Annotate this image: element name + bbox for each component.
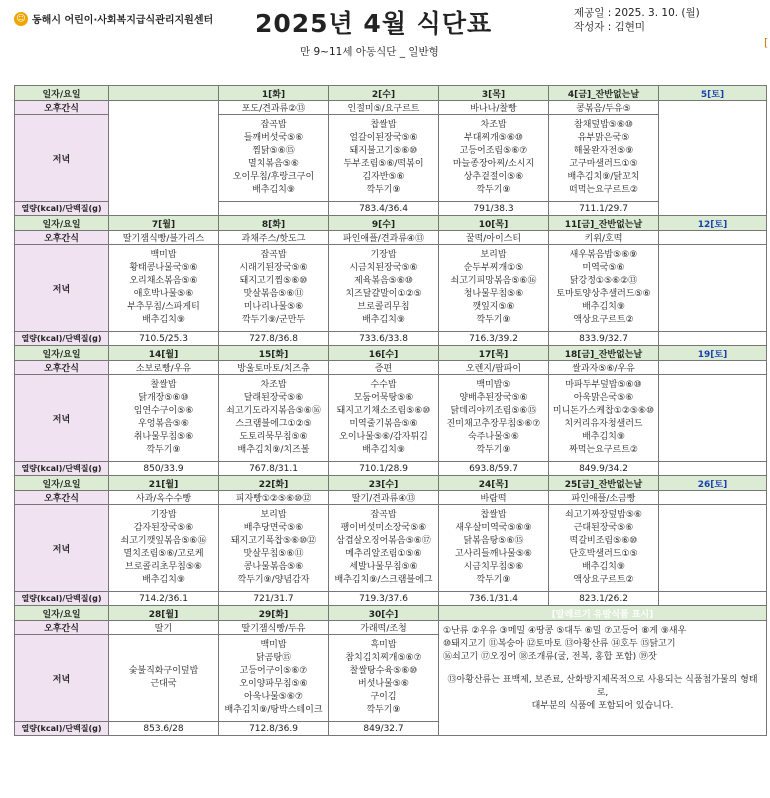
allergy-legend xyxy=(439,621,767,736)
dinner-item: 배추김치⑨/탕박스테이크 xyxy=(224,705,323,715)
day-header: 16[수] xyxy=(329,346,439,361)
snack-label: 오후간식 xyxy=(15,231,109,245)
dinner-item: 토마토양상추샐러드⑤⑥ xyxy=(556,289,651,299)
dinner-item: 배추김치⑨ xyxy=(362,445,405,455)
dinner-item: 찰쌀탕수육⑤⑥⑩ xyxy=(349,666,418,676)
kcal-cell: 767.8/31.1 xyxy=(219,462,329,476)
snack-label: 오후간식 xyxy=(15,101,109,115)
dinner-item: 오이양파무침⑤⑥ xyxy=(239,679,308,689)
date-row xyxy=(15,346,767,361)
dinner-item: 임연수구이⑤⑥ xyxy=(133,406,194,416)
dinner-item: 배추김치⑨ xyxy=(362,315,405,325)
dinner-item: 고등어구이⑤⑥⑦ xyxy=(239,666,308,676)
snack-cell: 과채주스/핫도그 xyxy=(219,231,329,245)
allergy-line2: ⑩돼지고기 ⑪복숭아 ⑫토마토 ⑬아황산류 ⑭호두 ⑮닭고기 xyxy=(443,639,676,649)
allergy-line5: 대부분의 식품에 포함되어 있습니다. xyxy=(531,701,674,711)
dinner-cell xyxy=(329,505,439,592)
dinner-item: 콩나물볶음⑤⑥ xyxy=(243,562,304,572)
kcal-label: 열량(kcal)/단백질(g) xyxy=(15,722,109,736)
dinner-item: 양배추된장국⑤⑥ xyxy=(459,393,528,403)
day-header: 4[금]_잔반없는날 xyxy=(549,86,659,101)
kcal-row xyxy=(15,592,767,606)
dinner-item: 찹쌀밥 xyxy=(370,120,397,130)
dinner-item: 배추김치⑨ xyxy=(252,185,295,195)
dinner-cell xyxy=(109,375,219,462)
dinner-item: 깻잎지⑤⑥ xyxy=(472,302,515,312)
dinner-item: 황태콩나물국⑤⑥ xyxy=(129,263,198,273)
kcal-cell: 710.1/28.9 xyxy=(329,462,439,476)
dinner-item: 감자된장국⑤⑥ xyxy=(133,523,194,533)
dinner-item: 순두부찌개①⑤ xyxy=(463,263,524,273)
dinner-item: 돼지불고기⑤⑥⑩ xyxy=(349,146,418,156)
dinner-item: 도토리묵무침⑤⑥ xyxy=(239,432,308,442)
dinner-item: 오이무침/후랑크구이 xyxy=(232,172,315,182)
dinner-item: 부대찌개⑤⑥⑩ xyxy=(464,133,523,143)
date-label: 일자/요일 xyxy=(15,216,109,231)
dinner-item: 마파두부덮밥⑤⑥⑩ xyxy=(565,380,642,390)
day-header xyxy=(109,86,219,101)
dinner-item: 들깨버섯국⑤⑥ xyxy=(243,133,304,143)
snack-row xyxy=(15,361,767,375)
dinner-item: 배추김치⑨ xyxy=(582,562,625,572)
dinner-item: 미역국⑤⑥ xyxy=(582,263,625,273)
snack-cell: 딸기/견과류④⑬ xyxy=(329,491,439,505)
dinner-item: 백미밥 xyxy=(150,250,177,260)
snack-cell: 증편 xyxy=(329,361,439,375)
kcal-cell: 714.2/36.1 xyxy=(109,592,219,606)
dinner-item: 시금치된장국⑤⑥ xyxy=(349,263,418,273)
dinner-cell xyxy=(659,245,767,332)
snack-cell: 소보로빵/우유 xyxy=(109,361,219,375)
kcal-cell: 849/32.7 xyxy=(329,722,439,736)
kcal-cell xyxy=(219,202,329,216)
dinner-item: 쇠고기깻잎볶음⑤⑥⑯ xyxy=(120,536,207,546)
dinner-item: 진미채고추장무침⑤⑥⑦ xyxy=(446,419,541,429)
day-header: 1[화] xyxy=(219,86,329,101)
dinner-item: 유부맑은국⑤ xyxy=(577,133,630,143)
dinner-item: 깍두기⑨/군만두 xyxy=(241,315,306,325)
dinner-item: 백미밥 xyxy=(260,640,287,650)
date-label: 일자/요일 xyxy=(15,86,109,101)
smile-face-icon: ☺ xyxy=(14,12,28,26)
dinner-item: 백미밥⑤ xyxy=(476,380,511,390)
day-header: 17[목] xyxy=(439,346,549,361)
dinner-item: 브로콜리초무침⑤⑥ xyxy=(125,562,202,572)
day-header: 23[수] xyxy=(329,476,439,491)
dinner-item: 기장밥 xyxy=(150,510,177,520)
dinner-item: 두부조림⑤⑥/떡볶이 xyxy=(343,159,424,169)
dinner-label: 저녁 xyxy=(15,245,109,332)
day-header: 18[금]_잔반없는날 xyxy=(549,346,659,361)
dinner-item: 맛살볶음⑤⑥⑪ xyxy=(243,289,304,299)
snack-cell: 인절미⑤/요구르트 xyxy=(329,101,439,115)
dinner-item: 청나물무침⑤⑥ xyxy=(463,289,524,299)
snack-label: 오후간식 xyxy=(15,491,109,505)
snack-cell: 키위/호떡 xyxy=(549,231,659,245)
dinner-item: 보리밥 xyxy=(480,250,507,260)
dinner-item: 쇠고기짜장덮밥⑤⑥ xyxy=(565,510,642,520)
dinner-item: 아욱맑은국⑤⑥ xyxy=(573,393,634,403)
dinner-item: 액상요구르트② xyxy=(573,315,634,325)
day-header: 2[수] xyxy=(329,86,439,101)
date-label: 일자/요일 xyxy=(15,346,109,361)
kcal-cell xyxy=(659,592,767,606)
allergy-line3: ⑯쇠고기 ⑰오징어 ⑱조개류(굴, 전복, 홍합 포함) ⑲잣 xyxy=(443,652,657,662)
dinner-item: 모둠어묵탕⑤⑥ xyxy=(353,393,414,403)
org-name: 동해시 어린이·사회복지급식관리지원센터 xyxy=(32,15,214,26)
dinner-cell xyxy=(219,115,329,202)
dinner-item: 오리채소볶음⑤⑥ xyxy=(129,276,198,286)
dinner-item: 시래기된장국⑤⑥ xyxy=(239,263,308,273)
kcal-cell: 850/33.9 xyxy=(109,462,219,476)
kcal-row xyxy=(15,462,767,476)
snack-cell: 딸기잼식빵/블가리스 xyxy=(109,231,219,245)
dinner-item: 삼겹살오징어볶음⑤⑥⑰ xyxy=(336,536,431,546)
dinner-item: 단호박샐러드①⑤ xyxy=(569,549,638,559)
menu-table xyxy=(14,85,767,736)
kcal-cell: 791/38.3 xyxy=(439,202,549,216)
allergy-title: [알레르기 유발식품 표시] xyxy=(439,606,767,621)
dinner-cell xyxy=(329,635,439,722)
day-header: 25[금]_잔반없는날 xyxy=(549,476,659,491)
day-header: 15[화] xyxy=(219,346,329,361)
dinner-item: 깍두기⑨ xyxy=(476,185,511,195)
dinner-item: 마늘종장아찌/소시지 xyxy=(452,159,535,169)
dinner-row xyxy=(15,245,767,332)
dinner-item: 아욱나물⑤⑥⑦ xyxy=(244,692,303,702)
dinner-cell xyxy=(439,245,549,332)
snack-row xyxy=(15,231,767,245)
kcal-cell: 727.8/36.8 xyxy=(219,332,329,346)
org-logo xyxy=(14,11,213,26)
dinner-item: 제육볶음⑤⑥⑩ xyxy=(354,276,413,286)
kcal-cell: 711.1/29.7 xyxy=(549,202,659,216)
kcal-cell xyxy=(659,462,767,476)
dinner-item: 얼갈이된장국⑤⑥ xyxy=(349,133,418,143)
snack-cell xyxy=(659,101,767,216)
dinner-item: 차조밥 xyxy=(480,120,507,130)
dinner-item: 깍두기⑨ xyxy=(146,445,181,455)
day-header: 5[토] xyxy=(659,86,767,101)
dinner-cell xyxy=(549,245,659,332)
dinner-item: 잡곡밥 xyxy=(260,120,287,130)
dinner-item: 고구마샐러드①⑤ xyxy=(569,159,638,169)
dinner-item: 고등어조림⑤⑥⑦ xyxy=(459,146,528,156)
dinner-item: 배추김치⑨ xyxy=(582,302,625,312)
kcal-cell: 712.8/36.9 xyxy=(219,722,329,736)
dinner-item: 돼지고기폭찹⑤⑥⑩⑫ xyxy=(230,536,317,546)
day-header: 22[화] xyxy=(219,476,329,491)
kcal-label: 열량(kcal)/단백질(g) xyxy=(15,202,109,216)
dinner-item: 배추당면국⑤⑥ xyxy=(243,523,304,533)
dinner-label: 저녁 xyxy=(15,505,109,592)
snack-cell: 바나나/찰빵 xyxy=(439,101,549,115)
day-header: 28[월] xyxy=(109,606,219,621)
kcal-cell: 833.9/32.7 xyxy=(549,332,659,346)
dinner-item: 깍두기⑨ xyxy=(476,315,511,325)
dinner-item: 돼지고기찜⑤⑥⑩ xyxy=(239,276,308,286)
dinner-item: 치즈달걀말이①②⑤ xyxy=(345,289,422,299)
provide-date: 제공일 : 2025. 3. 10. (월) xyxy=(574,7,700,19)
dinner-item: 멸치조림⑤⑥/고로케 xyxy=(123,549,204,559)
snack-cell xyxy=(659,361,767,375)
dinner-item: 수수밥 xyxy=(370,380,397,390)
dinner-item: 브로콜리무침 xyxy=(357,302,410,312)
dinner-item: 차조밥 xyxy=(260,380,287,390)
dinner-item: 구이김 xyxy=(370,692,397,702)
date-row xyxy=(15,606,767,621)
snack-cell xyxy=(659,491,767,505)
dinner-item: 쇠고기피망볶음⑤⑥⑯ xyxy=(450,276,537,286)
dinner-row xyxy=(15,375,767,462)
day-header: 26[토] xyxy=(659,476,767,491)
kcal-cell: 823.1/26.2 xyxy=(549,592,659,606)
snack-label: 오후간식 xyxy=(15,361,109,375)
snack-cell: 딸기 xyxy=(109,621,219,635)
dinner-item: 닭강정①⑤⑥②⑬ xyxy=(569,276,638,286)
page-title: 2025년 4월 식단표 xyxy=(255,9,493,38)
day-header: 24[목] xyxy=(439,476,549,491)
page-subtitle: 만 9~11세 아동식단 _ 일반형 xyxy=(300,46,439,58)
dinner-item: 새우살미역국⑤⑥⑨ xyxy=(455,523,532,533)
dinner-label: 저녁 xyxy=(15,635,109,722)
snack-cell xyxy=(659,231,767,245)
dinner-item: 돼지고기채소조림⑤⑥⑩ xyxy=(336,406,431,416)
dinner-item: 짜먹는요구르트② xyxy=(569,445,638,455)
dinner-item: 새우볶음밥⑤⑥⑨ xyxy=(569,250,638,260)
dinner-item: 미나리나물⑤⑥ xyxy=(243,302,304,312)
day-header: 19[토] xyxy=(659,346,767,361)
dinner-cell xyxy=(109,245,219,332)
dinner-label: 저녁 xyxy=(15,115,109,202)
page-header xyxy=(0,0,770,80)
dinner-item: 배추김치⑨/닭꼬치 xyxy=(567,172,640,182)
kcal-label: 열량(kcal)/단백질(g) xyxy=(15,462,109,476)
dinner-cell xyxy=(439,505,549,592)
dinner-item: 깍두기⑨ xyxy=(476,445,511,455)
kcal-cell xyxy=(659,332,767,346)
snack-row xyxy=(15,101,767,115)
snack-row xyxy=(15,491,767,505)
dinner-item: 메추리알조림①⑤⑥ xyxy=(345,549,422,559)
snack-cell xyxy=(109,101,219,216)
snack-cell: 방울토마토/치즈츄 xyxy=(219,361,329,375)
day-header: 14[월] xyxy=(109,346,219,361)
date-row xyxy=(15,216,767,231)
dinner-item: 깍두기⑨ xyxy=(476,575,511,585)
snack-cell: 오렌지/팝파이 xyxy=(439,361,549,375)
dinner-cell xyxy=(659,505,767,592)
dinner-item: 액상요구르트② xyxy=(573,575,634,585)
dinner-item: 찰쌀밥 xyxy=(150,380,177,390)
dinner-cell xyxy=(109,505,219,592)
dinner-label: 저녁 xyxy=(15,375,109,462)
dinner-cell xyxy=(329,115,439,202)
dinner-item: 찜닭⑤⑥⑮ xyxy=(252,146,295,156)
dinner-item: 기장밥 xyxy=(370,250,397,260)
snack-cell: 포도/견과류②⑬ xyxy=(219,101,329,115)
snack-cell: 파인애플/소금빵 xyxy=(549,491,659,505)
kcal-cell: 710.5/25.3 xyxy=(109,332,219,346)
dinner-item: 찹쌀밥 xyxy=(480,510,507,520)
snack-cell: 딸기잼식빵/두유 xyxy=(219,621,329,635)
dinner-item: 고사리들깨나물⑤⑥ xyxy=(455,549,532,559)
date-row xyxy=(15,476,767,491)
day-header: 7[월] xyxy=(109,216,219,231)
dinner-item: 멸치볶음⑤⑥ xyxy=(248,159,299,169)
day-header: 10[목] xyxy=(439,216,549,231)
snack-cell: 콩볶음/두유⑤ xyxy=(549,101,659,115)
dinner-item: 깍두기⑨/양념감자 xyxy=(237,575,310,585)
dinner-cell xyxy=(439,375,549,462)
dinner-item: 배추김치⑨ xyxy=(582,432,625,442)
day-header: 11[금]_잔반없는날 xyxy=(549,216,659,231)
dinner-cell xyxy=(219,245,329,332)
dinner-item: 달래된장국⑤⑥ xyxy=(243,393,304,403)
date-label: 일자/요일 xyxy=(15,606,109,621)
dinner-item: 보리밥 xyxy=(260,510,287,520)
day-header: 30[수] xyxy=(329,606,439,621)
snack-cell: 바람떡 xyxy=(439,491,549,505)
dinner-item: 김자반⑤⑥ xyxy=(362,172,405,182)
date-label: 일자/요일 xyxy=(15,476,109,491)
dinner-item: 참치김치찌개⑤⑥⑦ xyxy=(345,653,422,663)
allergy-line1: ①난류 ②우유 ③메밀 ④땅콩 ⑤대두 ⑥밀 ⑦고등어 ⑧게 ⑨새우 xyxy=(443,626,687,636)
day-header: 21[월] xyxy=(109,476,219,491)
dinner-item: 근대된장국⑤⑥ xyxy=(573,523,634,533)
dinner-item: 오이나물⑤⑥/감자튀김 xyxy=(339,432,428,442)
kcal-cell: 721/31.7 xyxy=(219,592,329,606)
kcal-cell: 719.3/37.6 xyxy=(329,592,439,606)
snack-row xyxy=(15,621,767,635)
kcal-label: 열량(kcal)/단백질(g) xyxy=(15,332,109,346)
snack-cell: 꿀떡/아이스티 xyxy=(439,231,549,245)
dinner-item: 닭개장⑤⑥⑩ xyxy=(138,393,189,403)
dinner-cell xyxy=(219,375,329,462)
dinner-cell xyxy=(549,505,659,592)
dinner-cell xyxy=(219,505,329,592)
dinner-item: 닭데리야끼조림⑤⑥⑮ xyxy=(450,406,537,416)
allergy-line4: ⑬아황산류는 표백제, 보존료, 산화방지제목적으로 사용되는 식품첨가물의 형태로, xyxy=(447,675,758,698)
snack-label: 오후간식 xyxy=(15,621,109,635)
snack-cell: 파인애플/견과류④⑬ xyxy=(329,231,439,245)
dinner-item: 숙주나물⑤⑥ xyxy=(468,432,519,442)
dinner-item: 배추김치⑨/스크램블에그 xyxy=(334,575,433,585)
dinner-item: 깍두기⑨ xyxy=(366,185,401,195)
dinner-cell xyxy=(329,245,439,332)
dinner-cell xyxy=(549,115,659,202)
date-row xyxy=(15,86,767,101)
dinner-item: 치커리유자청샐러드 xyxy=(564,419,643,429)
dinner-item: 참채덮밥⑤⑥⑩ xyxy=(574,120,633,130)
snack-cell: 가래떡/조청 xyxy=(329,621,439,635)
dinner-item: 스크램블에그①②⑤ xyxy=(235,419,312,429)
dinner-item: 닭볶음탕⑤⑥⑮ xyxy=(463,536,524,546)
dinner-item: 애호박나물⑤⑥ xyxy=(133,289,194,299)
dinner-item: 배추김치⑨ xyxy=(142,315,185,325)
kcal-cell: 783.4/36.4 xyxy=(329,202,439,216)
kcal-cell: 716.3/39.2 xyxy=(439,332,549,346)
kcal-label: 열량(kcal)/단백질(g) xyxy=(15,592,109,606)
dinner-item: 흑미밥 xyxy=(370,640,397,650)
day-header: 8[화] xyxy=(219,216,329,231)
day-header: 3[목] xyxy=(439,86,549,101)
kcal-cell: 693.8/59.7 xyxy=(439,462,549,476)
dinner-item: 배추김치⑨/치즈볼 xyxy=(237,445,310,455)
dinner-item: 우엉볶음⑤⑥ xyxy=(138,419,189,429)
kcal-row xyxy=(15,332,767,346)
dinner-cell xyxy=(439,115,549,202)
dinner-item: 잡곡밥 xyxy=(370,510,397,520)
day-header: 9[수] xyxy=(329,216,439,231)
author: 작성자 : 김현미 xyxy=(574,21,646,33)
day-header: 12[토] xyxy=(659,216,767,231)
dinner-cell xyxy=(109,635,219,722)
edge-mark: [ xyxy=(764,36,769,49)
dinner-item: 시금치무침⑤⑥ xyxy=(463,562,524,572)
dinner-item: 취나물무침⑤⑥ xyxy=(133,432,194,442)
dinner-item: 떠먹는요구르트② xyxy=(569,185,638,195)
day-header: 29[화] xyxy=(219,606,329,621)
dinner-item: 깍두기⑨ xyxy=(366,705,401,715)
snack-cell: 쌀과자⑤⑥/우유 xyxy=(549,361,659,375)
kcal-cell: 736.1/31.4 xyxy=(439,592,549,606)
dinner-item: 닭곰탕⑮ xyxy=(255,653,292,663)
dinner-item: 해물완자전⑤⑨ xyxy=(573,146,634,156)
meta-block xyxy=(574,6,700,34)
dinner-item: 부추무침/스파게티 xyxy=(127,302,200,312)
dinner-item: 팽이버섯미소장국⑤⑥ xyxy=(340,523,427,533)
kcal-cell: 733.6/33.8 xyxy=(329,332,439,346)
dinner-row xyxy=(15,505,767,592)
kcal-cell: 849.9/34.2 xyxy=(549,462,659,476)
dinner-cell xyxy=(549,375,659,462)
dinner-item: 근대국 xyxy=(150,679,177,689)
snack-cell: 피자빵①②⑤⑥⑩⑫ xyxy=(219,491,329,505)
dinner-item: 숯불직화구이덮밥 xyxy=(128,666,199,676)
dinner-item: 떡갈비조림⑤⑥⑩ xyxy=(569,536,638,546)
dinner-cell xyxy=(659,375,767,462)
dinner-item: 버섯나물⑤⑥ xyxy=(358,679,409,689)
dinner-cell xyxy=(219,635,329,722)
snack-cell: 사과/옥수수빵 xyxy=(109,491,219,505)
dinner-item: 맛살무침⑤⑥⑪ xyxy=(243,549,304,559)
kcal-cell: 853.6/28 xyxy=(109,722,219,736)
dinner-item: 세발나물무침⑤⑥ xyxy=(349,562,418,572)
dinner-item: 미역줄기볶음⑤⑥ xyxy=(349,419,418,429)
dinner-item: 상추겉절이⑤⑥ xyxy=(463,172,524,182)
dinner-item: 미니돈가스케찹①②⑤⑥⑩ xyxy=(552,406,655,416)
dinner-cell xyxy=(329,375,439,462)
dinner-item: 잡곡밥 xyxy=(260,250,287,260)
dinner-item: 배추김치⑨ xyxy=(142,575,185,585)
dinner-item: 쇠고기도라지볶음⑤⑥⑯ xyxy=(226,406,321,416)
